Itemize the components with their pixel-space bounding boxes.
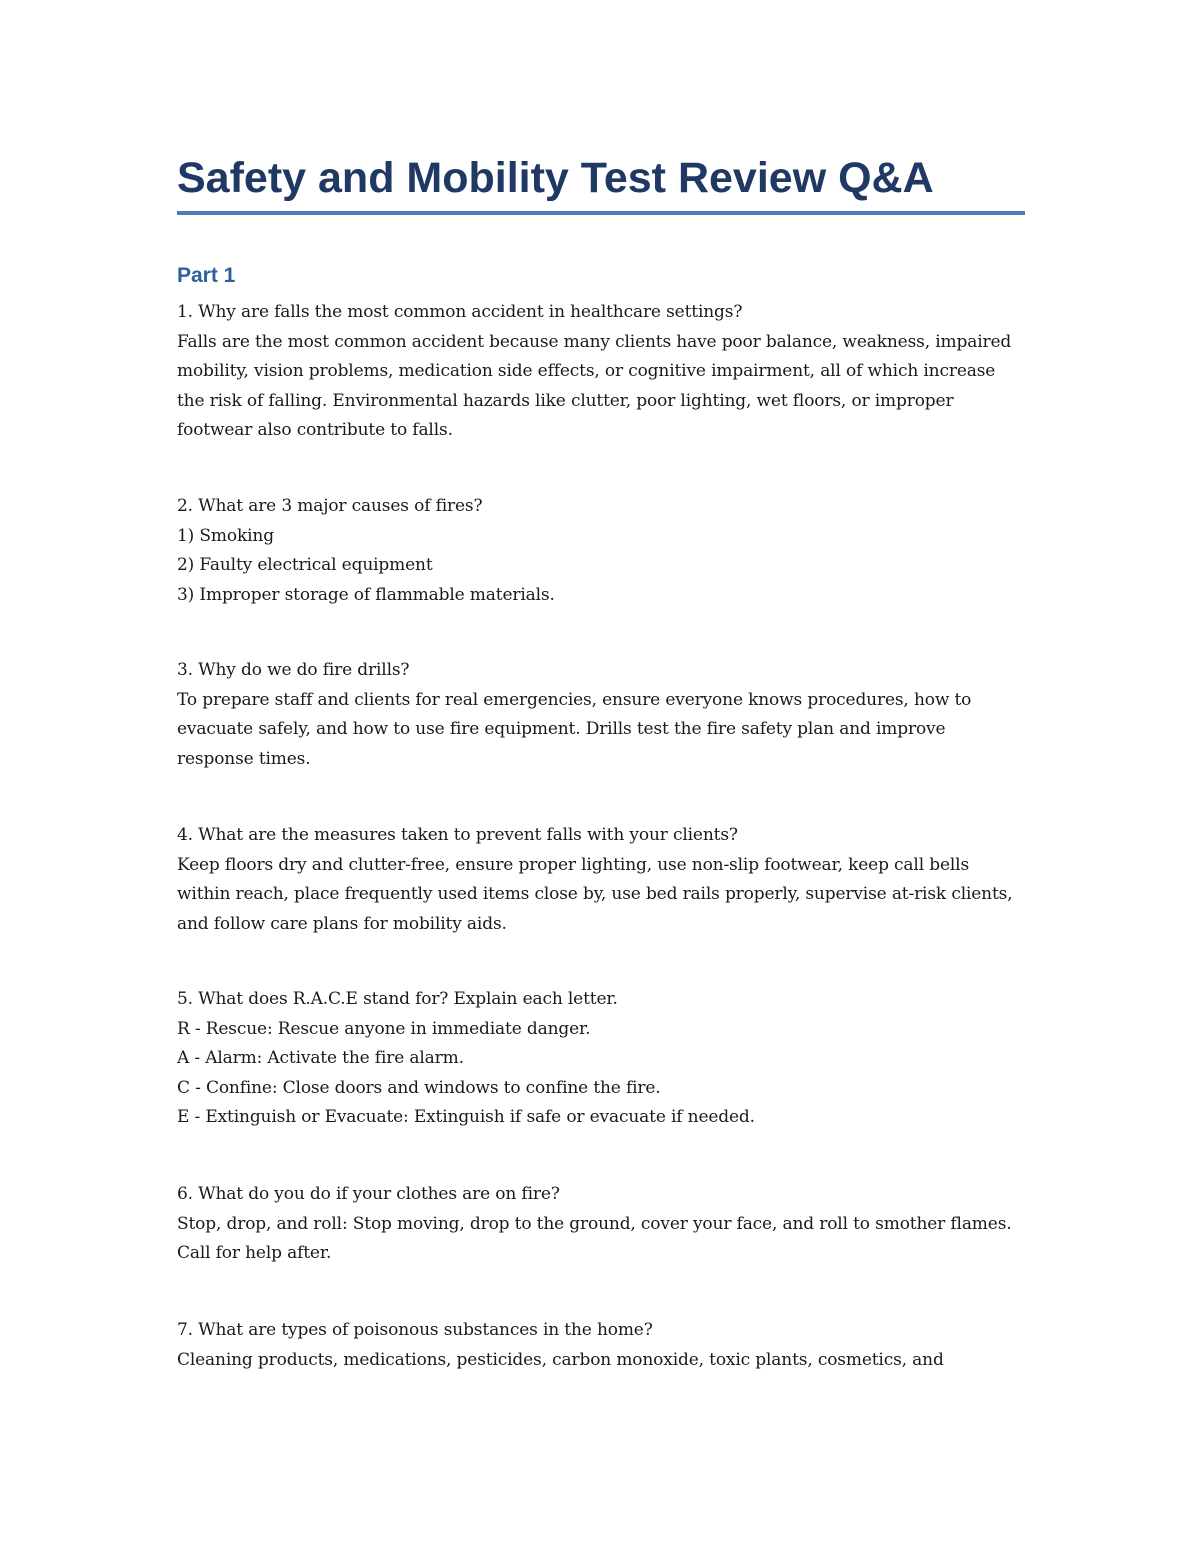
question-5: 5. What does R.A.C.E stand for? Explain each letter. [177,989,618,1009]
answer-2-line-2: 2) Faulty electrical equipment [177,555,433,575]
answer-2-line-1: 1) Smoking [177,525,274,546]
answer-4: Keep floors dry and clutter-free, ensure proper lighting, use non-slip footwear, keep call bells within reach, place frequently used items close by, use bed rails properly, supervise at-risk clients, and follow care plans for mobility aids. [177,854,1013,934]
question-3: 3. Why do we do fire drills? [177,660,410,680]
qa-item-2 [177,492,1025,610]
qa-item-3 [177,656,1025,774]
answer-5-line-4: E - Extinguish or Evacuate: Extinguish if safe or evacuate if needed. [177,1107,755,1127]
answer-5-line-2: A - Alarm: Activate the fire alarm. [177,1048,464,1068]
answer-5-line-3: C - Confine: Close doors and windows to confine the fire. [177,1077,661,1098]
title-underline [177,211,1025,215]
answer-5-line-1: R - Rescue: Rescue anyone in immediate danger. [177,1018,591,1039]
answer-3: To prepare staff and clients for real emergencies, ensure everyone knows procedures, how to evacuate safely, and how to use fire equipment. Drills test the fire safety plan and improve response times. [177,689,972,769]
qa-item-5 [177,985,1025,1133]
qa-item-6 [177,1180,1025,1269]
question-6: 6. What do you do if your clothes are on fire? [177,1184,560,1204]
qa-item-4 [177,821,1025,939]
question-1: 1. Why are falls the most common accident in healthcare settings? [177,302,743,322]
question-4: 4. What are the measures taken to prevent falls with your clients? [177,825,738,845]
document-page [177,150,1025,1370]
answer-7: Cleaning products, medications, pesticides, carbon monoxide, toxic plants, cosmetics, and [177,1349,944,1370]
qa-item-7 [177,1316,1025,1375]
answer-1: Falls are the most common accident because many clients have poor balance, weakness, impaired mobility, vision problems, medication side effects, or cognitive impairment, all of which increase the risk of falling. Environmental hazards like clutter, poor lighting, wet floors, or improper footwear also contribute to falls. [177,331,1012,440]
part-heading: Part 1 [177,264,236,287]
question-2: 2. What are 3 major causes of fires? [177,496,483,516]
qa-item-1 [177,298,1025,446]
answer-2-line-3: 3) Improper storage of flammable materials. [177,584,555,605]
question-7: 7. What are types of poisonous substances in the home? [177,1320,653,1340]
answer-6: Stop, drop, and roll: Stop moving, drop to the ground, cover your face, and roll to smother flames. Call for help after. [177,1213,1012,1263]
document-title: Safety and Mobility Test Review Q&A [177,154,934,202]
